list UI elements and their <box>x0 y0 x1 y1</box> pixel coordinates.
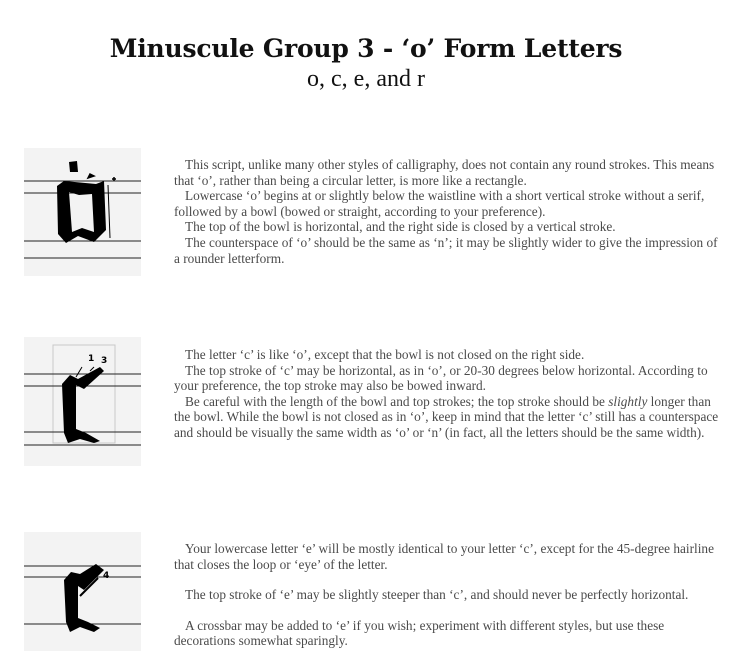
emphasis: slightly <box>608 393 648 409</box>
paragraph: The top of the bowl is horizontal, and the right side is closed by a vertical stroke. <box>185 219 616 235</box>
stroke-number: 3 <box>101 356 108 366</box>
paragraph: The top stroke of ‘c’ may be horizontal, as in ‘o’, or 20-30 degrees below horizontal. According to your preference, the top stroke may also be bowed inward. <box>174 362 708 394</box>
paragraph <box>174 394 726 441</box>
paragraph: The counterspace of ‘o’ should be the same as ‘n’; it may be slightly wider to give the impression of a rounder letterform. <box>174 234 718 266</box>
section-c-text <box>174 347 726 441</box>
section-e-text <box>174 541 726 649</box>
stroke-number: 2 <box>66 430 73 440</box>
text-run: Be careful with the length of the bowl and top strokes; the top stroke should be <box>185 393 609 409</box>
letter-o-diagram <box>24 148 141 276</box>
letter-c-diagram <box>24 337 141 466</box>
page-title: Minuscule Group 3 - ‘o’ Form Letters <box>109 34 623 63</box>
stroke-number: 4 <box>103 571 110 581</box>
paragraph: Your lowercase letter ‘e’ will be mostly identical to your letter ‘c’, except for the 45-degree hairline that closes the loop or ‘eye’ of the letter. <box>174 541 714 572</box>
paragraph: The letter ‘c’ is like ‘o’, except that the bowl is not closed on the right side. <box>185 347 585 362</box>
paragraph: Lowercase ‘o’ begins at or slightly below the waistline with a short vertical stroke without a serif, followed by a bowl (bowed or straight, according to your preference). <box>174 188 705 219</box>
paragraph: This script, unlike many other styles of calligraphy, does not contain any round strokes. This means that ‘o’, rather than being a circular letter, is more like a rectangle. <box>174 157 715 188</box>
page-subtitle: o, c, e, and r <box>307 66 425 92</box>
text-run: longer than the bowl. While the bowl is not closed as in ‘o’, keep in mind that the letter ‘c’ still has a counterspace and should be visually the same width as ‘o’ or ‘n’ (in fact, all the letters should be the same width). <box>174 393 719 440</box>
section-o-text <box>174 157 726 266</box>
paragraph: The top stroke of ‘e’ may be slightly steeper than ‘c’, and should never be perfectly horizontal. <box>185 587 689 603</box>
stroke-number: 1 <box>88 354 95 364</box>
paragraph: A crossbar may be added to ‘e’ if you wish; experiment with different styles, but use these decorations somewhat sparingly. <box>174 617 665 649</box>
letter-e-diagram <box>24 532 141 651</box>
